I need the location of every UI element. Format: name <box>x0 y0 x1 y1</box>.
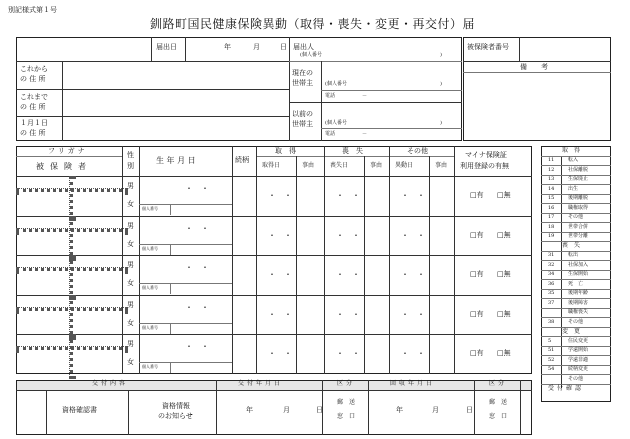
delivery-date-label: 交付年月日 <box>238 380 284 387</box>
code-number: 12 <box>548 166 555 173</box>
filing-date-label: 届出日 <box>156 43 177 51</box>
acquire-date-dots: ・ ・ <box>268 349 292 358</box>
code-number: 38 <box>548 318 555 325</box>
change-date-dots: ・ ・ <box>401 231 425 240</box>
lose-date-dots: ・ ・ <box>336 270 360 279</box>
change-date-dots: ・ ・ <box>401 270 425 279</box>
birthdate-dots: ・ ・ <box>185 303 209 312</box>
birthdate-dots: ・ ・ <box>185 263 209 272</box>
code-name: 転出 <box>568 252 579 258</box>
code-number: 13 <box>548 176 555 182</box>
myna-yes-checkbox[interactable]: □有 <box>470 191 484 199</box>
code-name: 職権取得 <box>568 204 589 211</box>
code-section-header: 喪 失 <box>562 242 581 249</box>
other-label: その他 <box>407 147 428 155</box>
category-label: 区分 <box>337 380 356 387</box>
jan1-address-label: １月１日 <box>20 119 48 127</box>
lose-date-dots: ・ ・ <box>336 349 360 358</box>
code-name: 死 亡 <box>568 280 584 287</box>
insured-number-block <box>463 37 611 141</box>
furigana-label: フリガナ <box>48 147 88 155</box>
code-number: 11 <box>548 157 555 163</box>
birthdate-dots: ・ ・ <box>185 342 209 351</box>
filing-month: 月 <box>253 43 260 51</box>
birthdate-label: 生 年 月 日 <box>156 156 196 165</box>
acquire-date-dots: ・ ・ <box>268 191 292 200</box>
change-date-dots: ・ ・ <box>401 349 425 358</box>
code-number: 16 <box>548 204 555 211</box>
code-name: 後期年齢 <box>568 290 589 296</box>
code-name: 学遠非適 <box>568 356 589 363</box>
personal-number-small: 個人番号 <box>142 364 158 369</box>
form-number: 別記様式第１号 <box>8 6 57 14</box>
code-number: 18 <box>548 223 555 230</box>
myna-no-checkbox[interactable]: □無 <box>497 270 511 278</box>
lose-date-label: 喪失日 <box>330 162 349 169</box>
code-number: 52 <box>548 356 555 363</box>
insured-number-label: 被保険者番号 <box>467 43 509 51</box>
current-head-phone: 電話 <box>325 93 336 99</box>
code-section-header: 取 得 <box>562 147 581 154</box>
lose-date-dots: ・ ・ <box>336 310 360 319</box>
birthdate-dots: ・ ・ <box>185 184 209 193</box>
current-head-label: 現在の <box>292 69 313 77</box>
new-address-label: これから <box>20 65 48 73</box>
sex-female: 女 <box>127 358 134 366</box>
lose-label: 喪 失 <box>342 147 363 155</box>
code-number: 36 <box>548 280 555 287</box>
personal-number-small: 個人番号 <box>142 285 158 290</box>
acquire-date-dots: ・ ・ <box>268 310 292 319</box>
code-number: 34 <box>548 271 555 277</box>
code-number: 54 <box>548 366 555 372</box>
remarks-label: 備 考 <box>520 63 548 71</box>
code-name: 職権喪失 <box>568 309 589 315</box>
birthdate-dots: ・ ・ <box>185 224 209 233</box>
code-number: 51 <box>548 347 555 353</box>
acquire-label: 取 得 <box>275 147 296 155</box>
qualification-certificate: 資格確認書 <box>62 406 97 414</box>
delivery-content-label: 交付内容 <box>92 380 129 387</box>
myna-no-checkbox[interactable]: □無 <box>497 191 511 199</box>
myna-label: マイナ保険証 <box>465 151 507 159</box>
code-number: 31 <box>548 252 555 258</box>
sex-male: 男 <box>127 340 134 348</box>
code-number: 19 <box>548 233 555 239</box>
code-name: 社保加入 <box>568 261 589 268</box>
code-name: 後期離脱 <box>568 195 589 201</box>
sex-male: 男 <box>127 301 134 309</box>
previous-head-label: 以前の <box>292 110 313 118</box>
filing-day: 日 <box>280 43 287 51</box>
code-name: 住民変更 <box>568 337 589 344</box>
sex-female: 女 <box>127 279 134 287</box>
myna-yes-checkbox[interactable]: □有 <box>470 270 484 278</box>
acquire-date-dots: ・ ・ <box>268 270 292 279</box>
change-date-dots: ・ ・ <box>401 191 425 200</box>
insured-label: 被保険者 <box>36 162 92 171</box>
code-number: 14 <box>548 185 555 192</box>
myna-no-checkbox[interactable]: □無 <box>497 231 511 239</box>
code-name: 社保離脱 <box>568 166 589 173</box>
lose-date-dots: ・ ・ <box>336 231 360 240</box>
lose-date-dots: ・ ・ <box>336 191 360 200</box>
code-name: その他 <box>568 375 584 382</box>
code-name: 生保廃止 <box>568 176 589 182</box>
code-name: 世帯合併 <box>568 223 589 230</box>
code-name: 続柄変更 <box>568 366 589 372</box>
previous-head-phone: 電話 <box>325 131 336 137</box>
code-number: 15 <box>548 195 555 201</box>
code-name: 生保開始 <box>568 271 589 277</box>
code-name: 出生 <box>568 185 579 192</box>
code-section-header: 変 更 <box>562 327 581 335</box>
code-name: 転入 <box>568 157 579 163</box>
code-name: 後期障害 <box>568 299 589 306</box>
sex-male: 男 <box>127 261 134 269</box>
code-number: 32 <box>548 261 555 268</box>
filer-personal-number: (個人番号 <box>300 52 322 58</box>
code-name: 学遠開始 <box>568 347 589 353</box>
receipt-label: 受付確認 <box>548 384 585 392</box>
myna-yes-checkbox[interactable]: □有 <box>470 231 484 239</box>
sex-female: 女 <box>127 319 134 327</box>
myna-no-checkbox[interactable]: □無 <box>497 349 511 357</box>
code-number: 17 <box>548 214 555 220</box>
sex-male: 男 <box>127 222 134 230</box>
recovery-date-label: 回収年月日 <box>390 380 436 387</box>
code-number: 5 <box>548 337 552 344</box>
filing-year: 年 <box>224 43 231 51</box>
personal-number-small: 個人番号 <box>142 325 158 330</box>
form-title: 釧路町国民健康保険異動（取得・喪失・変更・再交付）届 <box>150 17 476 31</box>
relation-label: 続柄 <box>235 156 249 164</box>
personal-number-small: 個人番号 <box>142 246 158 251</box>
change-date-dots: ・ ・ <box>401 310 425 319</box>
qualification-info: 資格情報 <box>162 402 190 410</box>
code-number: 35 <box>548 290 555 296</box>
change-date-label: 異動日 <box>395 162 414 169</box>
personal-number-small: 個人番号 <box>142 206 158 211</box>
sex-female: 女 <box>127 240 134 248</box>
myna-yes-checkbox[interactable]: □有 <box>470 310 484 318</box>
old-address-label: これまで <box>20 93 48 101</box>
myna-yes-checkbox[interactable]: □有 <box>470 349 484 357</box>
acquire-date-label: 取得日 <box>262 162 281 169</box>
code-number: 37 <box>548 299 555 306</box>
sex-male: 男 <box>127 182 134 190</box>
code-name: 世帯分離 <box>568 233 589 239</box>
acquire-date-dots: ・ ・ <box>268 231 292 240</box>
filer-label: 届出人 <box>293 43 314 51</box>
sex-female: 女 <box>127 200 134 208</box>
category-label-2: 区分 <box>489 380 508 387</box>
myna-no-checkbox[interactable]: □無 <box>497 310 511 318</box>
code-name: その他 <box>568 318 584 325</box>
sex-label: 性 <box>127 151 134 159</box>
code-name: その他 <box>568 214 584 220</box>
